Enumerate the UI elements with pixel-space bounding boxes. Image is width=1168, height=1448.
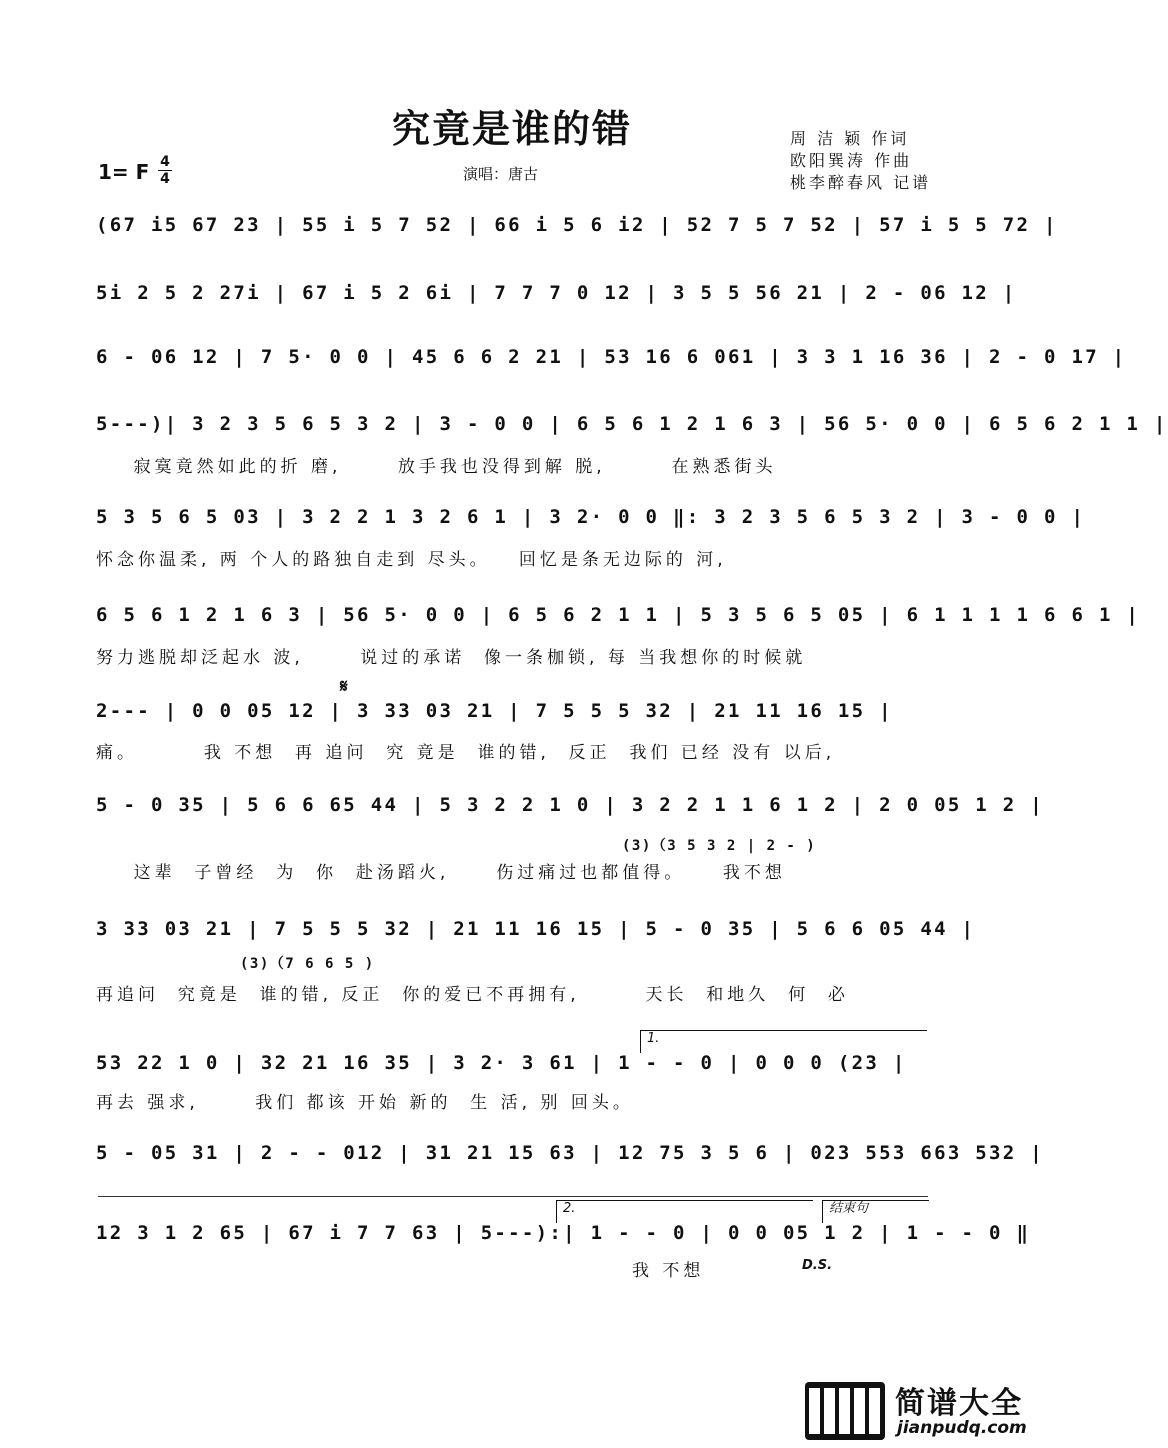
time-signature <box>158 155 172 186</box>
notation-line: 5 3 5 6 5 03 | 3 2 2 1 3 2 6 1 | 3 2· 0 0 ‖: 3 2 3 5 6 5 3 2 | 3 - 0 0 | <box>96 506 1086 528</box>
score-row-3 <box>96 346 1127 376</box>
score-row-11 <box>96 1142 1044 1172</box>
score-row-8 <box>96 794 1044 824</box>
final-ending-bracket: 结束句 <box>822 1200 929 1223</box>
score-row-6 <box>96 604 1141 634</box>
score-row-5 <box>96 506 1086 536</box>
notation-line: 6 - 06 12 | 7 5· 0 0 | 45 6 6 2 21 | 53 16 6 061 | 3 3 1 16 36 | 2 - 0 17 | <box>96 346 1127 368</box>
notation-line: 53 22 1 0 | 32 21 16 35 | 3 2· 3 61 | 1 - - 0 | 0 0 0 (23 | <box>96 1052 907 1074</box>
composer-credit: 欧阳巽涛 作曲 <box>790 151 913 170</box>
lyric-line: 再去 强求, 我们 都该 开始 新的 生 活, 别 回头。 <box>96 1093 634 1113</box>
lyric-line: 寂寞竟然如此的折 磨, 放手我也没得到解 脱, 在熟悉街头 <box>96 457 777 477</box>
lyric-line: 再追问 究竟是 谁的错, 反正 你的爱已不再拥有, 天长 和地久 何 必 <box>96 985 849 1005</box>
notation-line: 5---)| 3 2 3 5 6 5 3 2 | 3 - 0 0 | 6 5 6 1 2 1 6 3 | 56 5· 0 0 | 6 5 6 2 1 1 | <box>96 413 1168 435</box>
logo-url: jianpudq.com <box>897 1418 1027 1438</box>
song-title: 究竟是谁的错 <box>391 106 632 151</box>
lyric-line: 努力逃脱却泛起水 波, 说过的承诺 像一条枷锁, 每 当我想你的时候就 <box>96 648 807 668</box>
site-logo <box>805 1378 1025 1448</box>
score-row-2 <box>96 282 1017 312</box>
time-signature-bottom: 4 <box>160 171 170 187</box>
notation-line: 5i 2 5 2 27i | 67 i 5 2 6i | 7 7 7 0 12 | 3 5 5 56 21 | 2 - 06 12 | <box>96 282 1017 304</box>
notation-line: 3 33 03 21 | 7 5 5 5 32 | 21 11 16 15 | 5 - 0 35 | 5 6 6 05 44 | <box>96 918 976 940</box>
notation-line: 5 - 0 35 | 5 6 6 65 44 | 5 3 2 2 1 0 | 3 2 2 1 1 6 1 2 | 2 0 05 1 2 | <box>96 794 1044 816</box>
key-signature: 1= F <box>98 160 150 184</box>
score-row-7 <box>96 700 930 730</box>
lyric-line: 痛。 我 不想 再 追问 究 竟是 谁的错, 反正 我们 已经 没有 以后, <box>96 743 836 763</box>
lyric-line: 我 不想 <box>96 1261 705 1281</box>
volta-rule <box>98 1196 928 1197</box>
alternate-ending-notes: (3)（3 5 3 2 | 2 - ) <box>622 838 817 854</box>
logo-name: 简谱大全 <box>895 1386 1023 1421</box>
time-signature-top: 4 <box>160 154 170 170</box>
notation-line: 2--- | 0 0 05 12 | 3 33 03 21 | 7 5 5 5 32 | 21 11 16 15 | <box>96 700 893 722</box>
notation-line: 6 5 6 1 2 1 6 3 | 56 5· 0 0 | 6 5 6 2 1 1 | 5 3 5 6 5 05 | 6 1 1 1 1 6 6 1 | <box>96 604 1141 626</box>
lyric-line: 这辈 子曾经 为 你 赴汤蹈火, 伤过痛过也都值得。 我不想 <box>96 863 786 883</box>
ds-marker: D.S. <box>802 1258 833 1273</box>
notation-line: (67 i5 67 23 | 55 i 5 7 52 | 66 i 5 6 i2 | 52 7 5 7 52 | 57 i 5 5 72 | <box>96 214 1058 236</box>
transcriber-credit: 桃李醉春风 记谱 <box>790 173 932 192</box>
lyric-line: 怀念你温柔, 两 个人的路独自走到 尽头。 回忆是条无边际的 河, <box>96 550 727 570</box>
segno-sign: 𝄋 <box>340 676 348 697</box>
singer-credit: 演唱：唐古 <box>463 165 539 183</box>
notation-line: 5 - 05 31 | 2 - - 012 | 31 21 15 63 | 12 75 3 5 6 | 023 553 663 532 | <box>96 1142 1044 1164</box>
first-ending-bracket: 1. <box>640 1030 927 1053</box>
score-row-1 <box>96 214 1058 244</box>
credits <box>790 128 931 194</box>
lyricist-credit: 周 洁 颖 作词 <box>790 129 910 148</box>
second-ending-bracket: 2. <box>556 1200 813 1223</box>
score-row-4 <box>96 413 1168 443</box>
notation-line: 12 3 1 2 65 | 67 i 7 7 63 | 5---):| 1 - - 0 | 0 0 05 1 2 | 1 - - 0 ‖ <box>96 1222 1031 1244</box>
score-row-10 <box>96 1052 930 1082</box>
piano-keys-icon <box>805 1382 885 1440</box>
score-row-12 <box>96 1222 1031 1252</box>
alternate-ending-notes: (3)（7 6 6 5 ) <box>240 956 375 972</box>
score-row-9 <box>96 918 976 948</box>
